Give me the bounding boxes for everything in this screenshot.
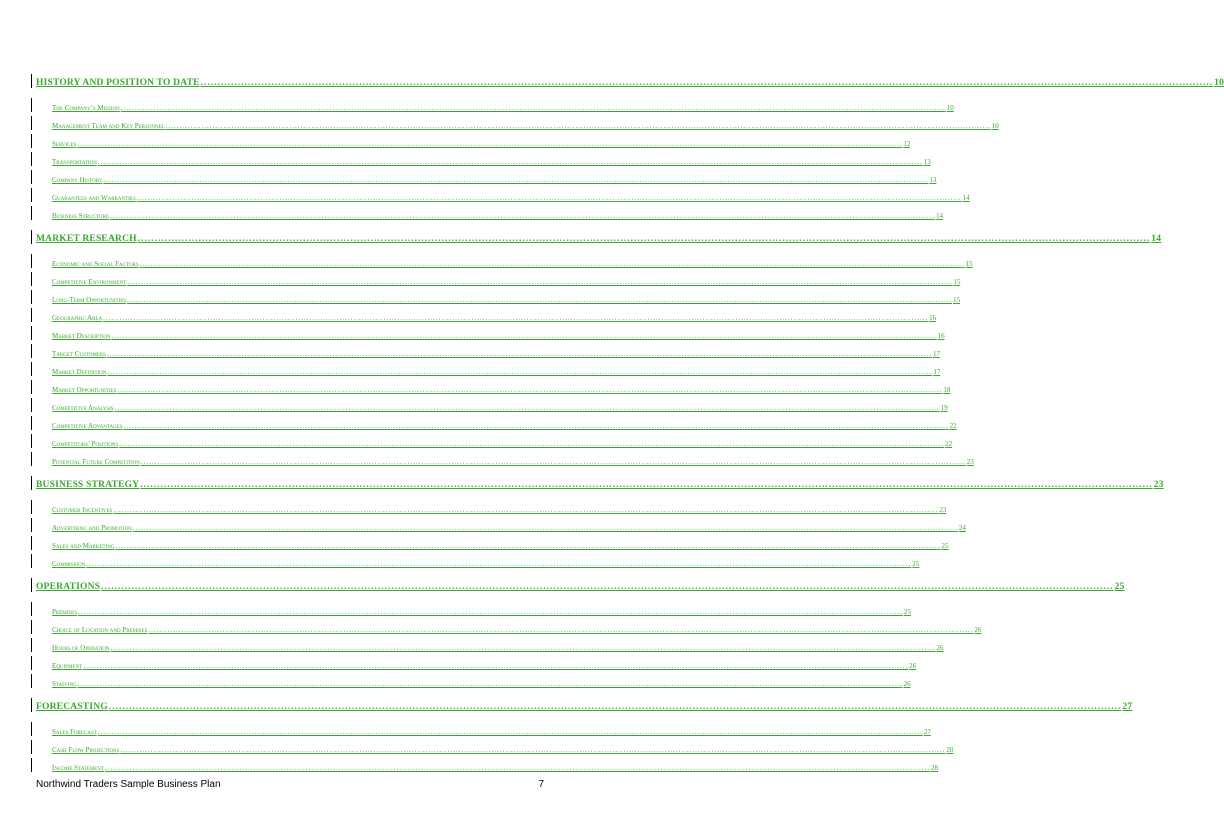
change-bar [31, 98, 32, 112]
toc-page-number: 23 [1153, 480, 1164, 490]
toc-entry-label: Hours of Operation [52, 644, 110, 652]
toc-page-number: 27 [1122, 702, 1133, 712]
toc-entry-label: Economic and Social Factors [52, 260, 139, 268]
toc-subentry[interactable] [52, 619, 982, 634]
dot-leader: ............................................................................................................................................................................................................................................................................................................ [103, 314, 929, 322]
toc-entry-label: Long-Term Opportunities [52, 296, 127, 304]
footer-title: Northwind Traders Sample Business Plan [36, 779, 221, 790]
toc-entry-label: Guarantees and Warranties [52, 194, 136, 202]
toc-page-number: 14 [962, 194, 970, 202]
toc-entry-label: Services [52, 140, 77, 148]
toc-entry-label: Competitive Advantages [52, 422, 123, 430]
change-bar [31, 638, 32, 652]
toc-page-number: 23 [939, 506, 947, 514]
toc-heading[interactable] [36, 577, 1125, 592]
toc-page-number: 10 [946, 104, 954, 112]
toc-entry-label: Sales and Marketing [52, 542, 115, 550]
toc-page-number: 26 [903, 680, 911, 688]
change-bar [31, 518, 32, 532]
dot-leader: ............................................................................................................................................................................................................................................................................................................ [103, 176, 929, 184]
toc-entry-label: BUSINESS STRATEGY [36, 480, 140, 490]
toc-entry-label: Market Description [52, 332, 111, 340]
dot-leader: ............................................................................................................................................................................................................................................................................................................ [137, 234, 1151, 244]
change-bar [31, 656, 32, 670]
toc-subentry[interactable] [52, 187, 970, 202]
toc-page-number: 26 [936, 644, 944, 652]
change-bar [31, 290, 32, 304]
toc-entry-label: Choice of Location and Premises [52, 626, 148, 634]
toc-entry-label: Business Structure [52, 212, 109, 220]
toc-entry-label: Target Customers [52, 350, 106, 358]
toc-page-number: 13 [923, 158, 931, 166]
toc-page-number: 10 [1214, 78, 1224, 88]
toc-page-number: 18 [943, 386, 951, 394]
dot-leader: ............................................................................................................................................................................................................................................................................................................ [165, 122, 991, 130]
toc-subentry[interactable] [52, 535, 949, 550]
toc-page-number: 25 [912, 560, 920, 568]
dot-leader: ............................................................................................................................................................................................................................................................................................................ [140, 458, 966, 466]
toc-page-number: 19 [940, 404, 948, 412]
toc-entry-label: OPERATIONS [36, 582, 101, 592]
dot-leader: ............................................................................................................................................................................................................................................................................................................ [117, 386, 943, 394]
toc-subentry[interactable] [52, 289, 961, 304]
toc-entry-label: Staffing [52, 680, 77, 688]
change-bar [31, 380, 32, 394]
toc-subentry[interactable] [52, 379, 951, 394]
toc-subentry[interactable] [52, 757, 939, 772]
change-bar [31, 602, 32, 616]
toc-page-number: 15 [953, 296, 961, 304]
toc-subentry[interactable] [52, 271, 961, 286]
toc-subentry[interactable] [52, 673, 911, 688]
toc-subentry[interactable] [52, 553, 920, 568]
toc-subentry[interactable] [52, 637, 944, 652]
toc-entry-label: Geographic Area [52, 314, 103, 322]
dot-leader: ............................................................................................................................................................................................................................................................................................................ [139, 260, 965, 268]
toc-subentry[interactable] [52, 307, 937, 322]
toc-entry-label: MARKET RESEARCH [36, 234, 137, 244]
toc-page-number: 24 [958, 524, 966, 532]
toc-subentry[interactable] [52, 325, 945, 340]
toc-entry-label: Income Statement [52, 764, 105, 772]
change-bar [31, 344, 32, 358]
toc-subentry[interactable] [52, 361, 941, 376]
toc-heading[interactable] [36, 73, 1224, 88]
dot-leader: ............................................................................................................................................................................................................................................................................................................ [105, 764, 931, 772]
toc-subentry[interactable] [52, 115, 999, 130]
dot-leader: ............................................................................................................................................................................................................................................................................................................ [101, 582, 1114, 592]
dot-leader: ............................................................................................................................................................................................................................................................................................................ [78, 608, 904, 616]
toc-page-number: 26 [974, 626, 982, 634]
change-bar [31, 722, 32, 736]
dot-leader: ............................................................................................................................................................................................................................................................................................................ [115, 542, 941, 550]
toc-heading[interactable] [36, 475, 1164, 490]
toc-entry-label: Company History [52, 176, 103, 184]
change-bar [31, 416, 32, 430]
change-bar [31, 152, 32, 166]
toc-page-number: 28 [931, 764, 939, 772]
dot-leader: ............................................................................................................................................................................................................................................................................................................ [111, 332, 937, 340]
dot-leader: ............................................................................................................................................................................................................................................................................................................ [110, 644, 936, 652]
dot-leader: ............................................................................................................................................................................................................................................................................................................ [113, 506, 939, 514]
dot-leader: ............................................................................................................................................................................................................................................................................................................ [127, 278, 953, 286]
dot-leader: ............................................................................................................................................................................................................................................................................................................ [109, 212, 935, 220]
toc-entry-label: HISTORY AND POSITION TO DATE [36, 78, 200, 88]
toc-page-number: 25 [1114, 582, 1125, 592]
toc-entry-label: Market Definition [52, 368, 107, 376]
toc-entry-label: FORECASTING [36, 702, 108, 712]
toc-subentry[interactable] [52, 655, 917, 670]
toc-page-number: 28 [946, 746, 954, 754]
toc-subentry[interactable] [52, 451, 974, 466]
change-bar [31, 452, 32, 466]
change-bar [31, 398, 32, 412]
change-bar [31, 434, 32, 448]
toc-page-number: 22 [945, 440, 953, 448]
toc-entry-label: Competitors’ Positions [52, 440, 119, 448]
dot-leader: ............................................................................................................................................................................................................................................................................................................ [120, 746, 946, 754]
toc-page-number: 25 [904, 608, 912, 616]
dot-leader: ............................................................................................................................................................................................................................................................................................................ [108, 702, 1122, 712]
change-bar [31, 740, 32, 754]
toc-page-number: 27 [923, 728, 931, 736]
toc-entry-label: The Company’s Mission [52, 104, 120, 112]
change-bar [31, 476, 32, 490]
toc-subentry[interactable] [52, 517, 966, 532]
toc-subentry[interactable] [52, 433, 953, 448]
toc-page-number: 16 [937, 332, 945, 340]
toc-subentry[interactable] [52, 721, 931, 736]
toc-subentry[interactable] [52, 415, 957, 430]
toc-subentry[interactable] [52, 601, 912, 616]
toc-entry-label: Management Team and Key Personnel [52, 122, 165, 130]
dot-leader: ............................................................................................................................................................................................................................................................................................................ [148, 626, 974, 634]
toc-page-number: 14 [1151, 234, 1162, 244]
change-bar [31, 170, 32, 184]
toc-entry-label: Competitive Environment [52, 278, 127, 286]
change-bar [31, 758, 32, 772]
footer-page-number: 7 [538, 779, 544, 790]
change-bar [31, 578, 32, 592]
dot-leader: ............................................................................................................................................................................................................................................................................................................ [123, 422, 949, 430]
toc-subentry[interactable] [52, 343, 940, 358]
toc-entry-label: Market Opportunities [52, 386, 117, 394]
toc-subentry[interactable] [52, 151, 931, 166]
page-footer [36, 779, 544, 793]
toc-page-number: 17 [932, 350, 940, 358]
change-bar [31, 362, 32, 376]
toc-subentry[interactable] [52, 133, 911, 148]
change-bar [31, 308, 32, 322]
dot-leader: ............................................................................................................................................................................................................................................................................................................ [86, 560, 912, 568]
toc-entry-label: Customer Incentives [52, 506, 113, 514]
change-bar [31, 674, 32, 688]
dot-leader: ............................................................................................................................................................................................................................................................................................................ [200, 78, 1214, 88]
change-bar [31, 272, 32, 286]
change-bar [31, 134, 32, 148]
toc-page-number: 17 [933, 368, 941, 376]
dot-leader: ............................................................................................................................................................................................................................................................................................................ [132, 524, 958, 532]
toc-entry-label: Potential Future Competition [52, 458, 140, 466]
dot-leader: ............................................................................................................................................................................................................................................................................................................ [77, 680, 903, 688]
change-bar [31, 230, 32, 244]
change-bar [31, 620, 32, 634]
toc-entry-label: Cash Flow Projections [52, 746, 120, 754]
toc-page-number: 14 [935, 212, 943, 220]
dot-leader: ............................................................................................................................................................................................................................................................................................................ [77, 140, 903, 148]
change-bar [31, 554, 32, 568]
toc-page-number: 15 [953, 278, 961, 286]
change-bar [31, 254, 32, 268]
change-bar [31, 500, 32, 514]
toc-subentry[interactable] [52, 253, 973, 268]
toc-page-number: 22 [949, 422, 957, 430]
toc-heading[interactable] [36, 229, 1162, 244]
toc-page-number: 12 [903, 140, 911, 148]
toc-entry-label: Advertising and Promotion [52, 524, 132, 532]
toc-entry-label: Competitive Analysis [52, 404, 114, 412]
toc-entry-label: Premises [52, 608, 78, 616]
change-bar [31, 116, 32, 130]
toc-page-number: 15 [965, 260, 973, 268]
toc-page-number: 16 [929, 314, 937, 322]
toc-page-number: 26 [909, 662, 917, 670]
toc-heading[interactable] [36, 697, 1133, 712]
toc-subentry[interactable] [52, 205, 943, 220]
dot-leader: ............................................................................................................................................................................................................................................................................................................ [97, 158, 923, 166]
change-bar [31, 536, 32, 550]
change-bar [31, 206, 32, 220]
toc-entry-label: Transportation [52, 158, 97, 166]
dot-leader: ............................................................................................................................................................................................................................................................................................................ [136, 194, 962, 202]
change-bar [31, 188, 32, 202]
toc-subentry[interactable] [52, 499, 947, 514]
toc-subentry[interactable] [52, 739, 954, 754]
toc-subentry[interactable] [52, 97, 954, 112]
change-bar [31, 698, 32, 712]
toc-page-number: 13 [929, 176, 937, 184]
toc-subentry[interactable] [52, 169, 937, 184]
dot-leader: ............................................................................................................................................................................................................................................................................................................ [107, 368, 933, 376]
dot-leader: ............................................................................................................................................................................................................................................................................................................ [106, 350, 932, 358]
dot-leader: ............................................................................................................................................................................................................................................................................................................ [140, 480, 1153, 490]
dot-leader: ............................................................................................................................................................................................................................................................................................................ [120, 104, 946, 112]
dot-leader: ............................................................................................................................................................................................................................................................................................................ [119, 440, 945, 448]
dot-leader: ............................................................................................................................................................................................................................................................................................................ [97, 728, 923, 736]
toc-page-number: 25 [941, 542, 949, 550]
toc-entry-label: Sales Forecast [52, 728, 97, 736]
dot-leader: ............................................................................................................................................................................................................................................................................................................ [114, 404, 940, 412]
toc-page-number: 23 [966, 458, 974, 466]
change-bar [31, 326, 32, 340]
toc-entry-label: Commission [52, 560, 86, 568]
dot-leader: ............................................................................................................................................................................................................................................................................................................ [83, 662, 909, 670]
toc-page-number: 10 [991, 122, 999, 130]
dot-leader: ............................................................................................................................................................................................................................................................................................................ [127, 296, 953, 304]
toc-entry-label: Equipment [52, 662, 83, 670]
change-bar [31, 74, 32, 88]
toc-subentry[interactable] [52, 397, 948, 412]
